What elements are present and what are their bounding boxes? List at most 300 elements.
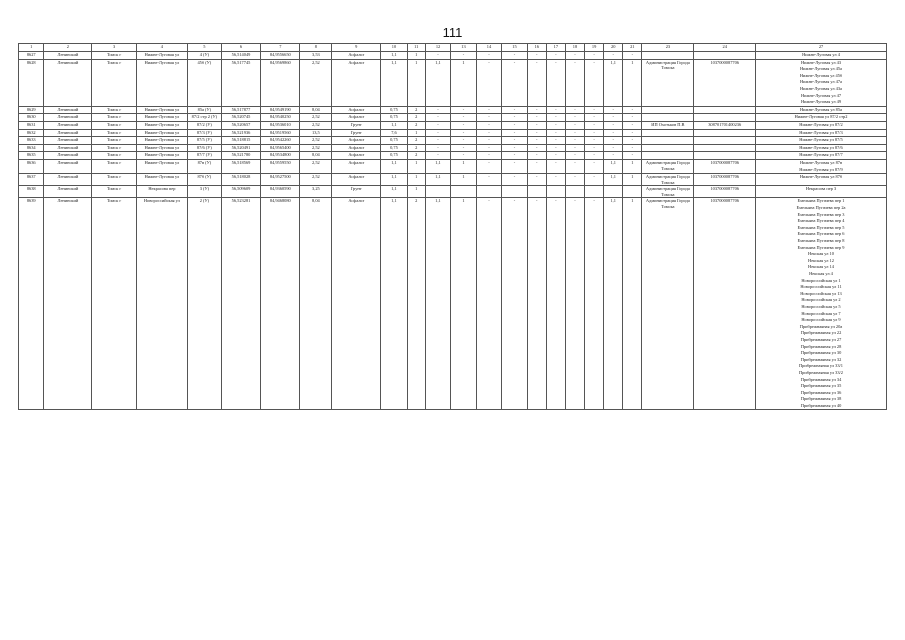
address-line: Нижне-Луговая ул 85а xyxy=(800,106,842,112)
cell-c10: 1,1 xyxy=(381,186,408,198)
cell-c1: 8627 xyxy=(19,52,44,60)
address-line: Емельяна Пугачева пер 9 xyxy=(797,244,845,250)
address-line: Новороссийская ул 7 xyxy=(801,310,841,316)
address-line: Прибрежнаяная ул 34 xyxy=(800,376,842,382)
table-row xyxy=(19,198,887,410)
cell-c18: - xyxy=(565,198,584,410)
cell-c10: 0,75 xyxy=(381,152,408,160)
cell-c14: - xyxy=(476,198,501,410)
address-line: Некская ул 4 xyxy=(809,271,833,276)
address-line: Некская ул 12 xyxy=(808,257,834,263)
cell-c19: - xyxy=(585,121,604,129)
cell-c4: Нижне-Луговая ул xyxy=(136,159,187,173)
cell-c8: 2,52 xyxy=(300,144,332,152)
address-line: Нижне-Луговая ул 45б xyxy=(799,72,843,78)
cell-c1: 8636 xyxy=(19,159,44,173)
cell-c9: Асфальт xyxy=(332,106,381,114)
cell-c5: 4 (У) xyxy=(187,52,221,60)
address-line: Новороссийская ул 13 xyxy=(800,290,842,296)
cell-c12: 1,1 xyxy=(425,59,450,106)
cell-c21: - xyxy=(623,121,642,129)
cell-c7: 84,9542260 xyxy=(261,137,300,145)
cell-c4: Нижне-Луговая ул xyxy=(136,121,187,129)
cell-c19: - xyxy=(585,159,604,173)
address-line: Некская ул 10 xyxy=(808,251,834,257)
cell-c10: 7,6 xyxy=(381,129,408,137)
cell-c23 xyxy=(694,106,756,114)
column-header: 12 xyxy=(425,44,450,52)
column-header: 19 xyxy=(585,44,604,52)
cell-c9: Асфальт xyxy=(332,159,381,173)
cell-c4: Нижне-Луговая ул xyxy=(136,129,187,137)
cell-c10: 1,1 xyxy=(381,59,408,106)
cell-c17 xyxy=(546,186,565,198)
cell-c2: Ленинский xyxy=(44,137,92,145)
cell-c17: - xyxy=(546,129,565,137)
cell-c2: Ленинский xyxy=(44,106,92,114)
cell-c4: Нижне-Луговая ул xyxy=(136,174,187,186)
cell-c3: Томск г xyxy=(92,152,137,160)
cell-c19: - xyxy=(585,59,604,106)
cell-c16: - xyxy=(527,59,546,106)
cell-c5: 2 (У) xyxy=(187,198,221,410)
cell-c22 xyxy=(642,144,694,152)
address-line: Прибрежнаяная ул 22 xyxy=(800,330,842,336)
cell-c13: - xyxy=(451,114,476,122)
cell-c11: 2 xyxy=(407,152,425,160)
cell-c16 xyxy=(527,186,546,198)
cell-c8: 3,25 xyxy=(300,186,332,198)
cell-c10: 0,75 xyxy=(381,137,408,145)
table-row xyxy=(19,186,887,198)
address-line: Нижне-Луговая ул 47 xyxy=(800,92,842,98)
address-line: Нижне-Луговая ул 87/2 стр2 xyxy=(794,114,848,120)
column-header: 1 xyxy=(19,44,44,52)
cell-c4: Некрасова пер xyxy=(136,186,187,198)
cell-c6: 56,520745 xyxy=(221,114,260,122)
cell-c23 xyxy=(694,114,756,122)
cell-c4: Новороссийская ул xyxy=(136,198,187,410)
cell-addresses xyxy=(756,137,887,145)
address-line: Нижне-Луговая ул 87/2 xyxy=(799,121,843,127)
cell-c23 xyxy=(694,52,756,60)
cell-c14: - xyxy=(476,129,501,137)
cell-c9: Асфальт xyxy=(332,152,381,160)
cell-c22 xyxy=(642,52,694,60)
cell-c11: 1 xyxy=(407,52,425,60)
cell-c11: 2 xyxy=(407,106,425,114)
cell-c10: 0,75 xyxy=(381,114,408,122)
address-line: Прибрежнаяная ул 32 xyxy=(800,356,842,362)
cell-c6: 56,520491 xyxy=(221,144,260,152)
cell-c8: 13,5 xyxy=(300,129,332,137)
cell-c3: Томск г xyxy=(92,59,137,106)
address-line: Нижне-Луговая ул 87/6 xyxy=(799,144,843,150)
cell-addresses xyxy=(756,59,887,106)
cell-c11: 2 xyxy=(407,144,425,152)
cell-c15: - xyxy=(502,174,527,186)
cell-c19: - xyxy=(585,174,604,186)
cell-c9: Грунт xyxy=(332,129,381,137)
cell-c9: Асфальт xyxy=(332,174,381,186)
cell-c11: 2 xyxy=(407,121,425,129)
cell-c7: 84,9540250 xyxy=(261,114,300,122)
cell-c14: - xyxy=(476,144,501,152)
table-row xyxy=(19,129,887,137)
cell-c23 xyxy=(694,144,756,152)
column-header: 5 xyxy=(187,44,221,52)
cell-c11: 2 xyxy=(407,198,425,410)
cell-c8: 3,53 xyxy=(300,52,332,60)
cell-c6: 56,509609 xyxy=(221,186,260,198)
table-row xyxy=(19,174,887,186)
cell-c11: 1 xyxy=(407,174,425,186)
table-row xyxy=(19,106,887,114)
cell-c15: - xyxy=(502,198,527,410)
cell-c18: - xyxy=(565,121,584,129)
cell-c4: Нижне-Луговая ул xyxy=(136,52,187,60)
cell-c4: Нижне-Луговая ул xyxy=(136,152,187,160)
cell-c20: 1,1 xyxy=(604,198,623,410)
cell-c12: 1,1 xyxy=(425,159,450,173)
cell-c14: - xyxy=(476,52,501,60)
cell-addresses xyxy=(756,152,887,160)
address-line: Нижне-Луговая ул 49 xyxy=(800,99,842,105)
cell-addresses xyxy=(756,114,887,122)
cell-c7: 84,9556650 xyxy=(261,52,300,60)
cell-c21: 1 xyxy=(623,198,642,410)
cell-addresses xyxy=(756,106,887,114)
cell-c22: Администрация Города Томска xyxy=(642,186,694,198)
cell-c18: - xyxy=(565,152,584,160)
column-header: 7 xyxy=(261,44,300,52)
cell-c13: - xyxy=(451,106,476,114)
cell-c17: - xyxy=(546,137,565,145)
cell-c14: - xyxy=(476,59,501,106)
cell-c10: 0,75 xyxy=(381,144,408,152)
cell-c16: - xyxy=(527,137,546,145)
cell-c3: Томск г xyxy=(92,186,137,198)
cell-c1: 8632 xyxy=(19,129,44,137)
cell-c9: Грунт xyxy=(332,186,381,198)
cell-c23: 1037000087706 xyxy=(694,198,756,410)
cell-c7: 84,9527500 xyxy=(261,174,300,186)
cell-c23 xyxy=(694,129,756,137)
cell-c1: 8638 xyxy=(19,186,44,198)
cell-c20: - xyxy=(604,152,623,160)
cell-c5: 87/2 стр 2 (У) xyxy=(187,114,221,122)
cell-c9: Асфальт xyxy=(332,59,381,106)
cell-c1: 8628 xyxy=(19,59,44,106)
cell-c17: - xyxy=(546,52,565,60)
column-header: 15 xyxy=(502,44,527,52)
cell-c7: 84,9519560 xyxy=(261,129,300,137)
cell-c21: 1 xyxy=(623,59,642,106)
cell-c3: Томск г xyxy=(92,106,137,114)
cell-c16: - xyxy=(527,106,546,114)
table-row xyxy=(19,144,887,152)
cell-c23: 1037000087706 xyxy=(694,59,756,106)
cell-c16: - xyxy=(527,52,546,60)
cell-c22 xyxy=(642,152,694,160)
cell-c11: 2 xyxy=(407,114,425,122)
cell-c6: 56,521936 xyxy=(221,129,260,137)
cell-c10: 1,1 xyxy=(381,52,408,60)
cell-c14: - xyxy=(476,121,501,129)
cell-c8: 2,52 xyxy=(300,59,332,106)
cell-addresses xyxy=(756,129,887,137)
cell-c4: Нижне-Луговая ул xyxy=(136,106,187,114)
cell-c21: - xyxy=(623,144,642,152)
address-line: Нижне-Луговая ул 4 xyxy=(802,52,840,57)
cell-c13: 1 xyxy=(451,198,476,410)
cell-c12: - xyxy=(425,137,450,145)
cell-c5: 87/6 (У) xyxy=(187,144,221,152)
cell-addresses xyxy=(756,198,887,410)
address-line: Нижне-Луговая ул 43а xyxy=(800,85,842,91)
cell-c23 xyxy=(694,137,756,145)
cell-c15: - xyxy=(502,129,527,137)
cell-c11: 1 xyxy=(407,186,425,198)
cell-c5: 3 (У) xyxy=(187,186,221,198)
cell-c20: 1,1 xyxy=(604,174,623,186)
cell-c21: - xyxy=(623,129,642,137)
cell-c7: 84,9559550 xyxy=(261,159,300,173)
cell-c7: 84,9468080 xyxy=(261,198,300,410)
cell-addresses xyxy=(756,174,887,186)
cell-c2: Ленинский xyxy=(44,186,92,198)
column-header: 17 xyxy=(546,44,565,52)
column-header: 8 xyxy=(300,44,332,52)
address-line: Нижне-Луговая ул 87б xyxy=(799,174,843,180)
cell-c13: - xyxy=(451,52,476,60)
cell-c12: 1,1 xyxy=(425,198,450,410)
cell-c12: - xyxy=(425,106,450,114)
cell-c23 xyxy=(694,152,756,160)
cell-c13: - xyxy=(451,129,476,137)
cell-c5: 87/5 (У) xyxy=(187,137,221,145)
cell-c22 xyxy=(642,137,694,145)
cell-c4: Нижне-Луговая ул xyxy=(136,144,187,152)
cell-c11: 2 xyxy=(407,137,425,145)
cell-c18: - xyxy=(565,114,584,122)
cell-c8: 2,52 xyxy=(300,159,332,173)
address-line: Прибрежнаяная ул 28 xyxy=(800,343,842,349)
table-row xyxy=(19,52,887,60)
cell-c4: Нижне-Луговая ул xyxy=(136,114,187,122)
cell-c13: 1 xyxy=(451,174,476,186)
cell-c9: Асфальт xyxy=(332,198,381,410)
cell-c3: Томск г xyxy=(92,114,137,122)
cell-c20: 1,1 xyxy=(604,59,623,106)
cell-c7: 84,9565400 xyxy=(261,144,300,152)
cell-c13 xyxy=(451,186,476,198)
cell-c1: 8639 xyxy=(19,198,44,410)
cell-c9: Асфальт xyxy=(332,114,381,122)
cell-c17: - xyxy=(546,59,565,106)
cell-c12: - xyxy=(425,121,450,129)
cell-c9: Грунт xyxy=(332,121,381,129)
cell-c5: 87/7 (У) xyxy=(187,152,221,160)
cell-c16: - xyxy=(527,114,546,122)
column-header: 11 xyxy=(407,44,425,52)
address-line: Прибрежнаяная ул 36 xyxy=(800,389,842,395)
cell-c5: 85а (У) xyxy=(187,106,221,114)
cell-c2: Ленинский xyxy=(44,114,92,122)
cell-c19: - xyxy=(585,137,604,145)
cell-c19: - xyxy=(585,152,604,160)
cell-c17: - xyxy=(546,152,565,160)
cell-c14: - xyxy=(476,174,501,186)
cell-c3: Томск г xyxy=(92,174,137,186)
cell-c19: - xyxy=(585,114,604,122)
address-line: Прибрежнаяная ул 33/1 xyxy=(799,363,843,369)
column-header: 21 xyxy=(623,44,642,52)
address-line: Нижне-Луговая ул 87/3 xyxy=(799,129,843,135)
cell-c8: 8,04 xyxy=(300,106,332,114)
column-header: 20 xyxy=(604,44,623,52)
cell-c11: 1 xyxy=(407,129,425,137)
cell-c13: - xyxy=(451,137,476,145)
cell-c22: Администрация Города Томска xyxy=(642,198,694,410)
cell-c20: - xyxy=(604,144,623,152)
cell-c2: Ленинский xyxy=(44,59,92,106)
cell-c16: - xyxy=(527,198,546,410)
cell-c7: 84,9536010 xyxy=(261,121,300,129)
column-header: 24 xyxy=(694,44,756,52)
address-line: Некская ул 14 xyxy=(808,264,834,270)
cell-c6: 56,514049 xyxy=(221,52,260,60)
cell-c6: 56,523281 xyxy=(221,198,260,410)
table-row xyxy=(19,137,887,145)
cell-c14: - xyxy=(476,152,501,160)
cell-c11: 1 xyxy=(407,159,425,173)
cell-addresses xyxy=(756,144,887,152)
address-line: Емельяна Пугачева пер 2а xyxy=(796,205,846,211)
cell-c19 xyxy=(585,186,604,198)
cell-c3: Томск г xyxy=(92,129,137,137)
address-line: Прибрежнаяная ул 40 xyxy=(800,402,842,408)
cell-c3: Томск г xyxy=(92,144,137,152)
cell-c1: 8629 xyxy=(19,106,44,114)
cell-c16: - xyxy=(527,144,546,152)
table-row xyxy=(19,59,887,106)
cell-c9: Асфальт xyxy=(332,144,381,152)
cell-c15: - xyxy=(502,159,527,173)
cell-c20: - xyxy=(604,52,623,60)
cell-c8: 2,52 xyxy=(300,114,332,122)
cell-c1: 8634 xyxy=(19,144,44,152)
cell-c17: - xyxy=(546,106,565,114)
cell-c2: Ленинский xyxy=(44,198,92,410)
cell-c1: 8635 xyxy=(19,152,44,160)
address-line: Емельяна Пугачева пер 5 xyxy=(797,224,845,230)
cell-c14: - xyxy=(476,159,501,173)
cell-c22 xyxy=(642,129,694,137)
address-line: Нижне-Луговая ул 87/7 xyxy=(799,152,843,158)
cell-c8: 8,04 xyxy=(300,198,332,410)
cell-c14: - xyxy=(476,106,501,114)
cell-c5: 45б (У) xyxy=(187,59,221,106)
address-line: Некрасова пер 3 xyxy=(805,186,837,192)
cell-c16: - xyxy=(527,159,546,173)
address-line: Прибрежнаяная ул 35 xyxy=(800,383,842,389)
address-line: Прибрежнаяная ул 33/2 xyxy=(799,369,843,375)
cell-addresses xyxy=(756,159,887,173)
address-line: Новороссийская ул 11 xyxy=(800,284,842,290)
cell-c20: - xyxy=(604,121,623,129)
cell-c1: 8631 xyxy=(19,121,44,129)
cell-c6: 56,520657 xyxy=(221,121,260,129)
cell-c21: - xyxy=(623,137,642,145)
address-line: Нижне-Луговая ул 87в xyxy=(799,159,843,165)
cell-c19: - xyxy=(585,52,604,60)
cell-c15: - xyxy=(502,121,527,129)
column-header: 16 xyxy=(527,44,546,52)
cell-c13: 1 xyxy=(451,159,476,173)
cell-c3: Томск г xyxy=(92,159,137,173)
cell-c21: 1 xyxy=(623,159,642,173)
cell-c20: 1,1 xyxy=(604,159,623,173)
cell-c17: - xyxy=(546,198,565,410)
cell-c23: 308701701400236 xyxy=(694,121,756,129)
cell-c16: - xyxy=(527,129,546,137)
table-row xyxy=(19,114,887,122)
cell-c14 xyxy=(476,186,501,198)
cell-c12: - xyxy=(425,52,450,60)
cell-c3: Томск г xyxy=(92,121,137,129)
cell-c8: 8,04 xyxy=(300,152,332,160)
cell-c17: - xyxy=(546,159,565,173)
cell-c18: - xyxy=(565,59,584,106)
cell-c16: - xyxy=(527,152,546,160)
cell-c12: - xyxy=(425,129,450,137)
cell-c6: 56,517745 xyxy=(221,59,260,106)
cell-c1: 8637 xyxy=(19,174,44,186)
cell-c15: - xyxy=(502,114,527,122)
cell-c8: 2,52 xyxy=(300,174,332,186)
cell-c11: 1 xyxy=(407,59,425,106)
cell-c17: - xyxy=(546,114,565,122)
address-line: Емельяна Пугачева пер 8 xyxy=(797,238,845,244)
cell-addresses xyxy=(756,186,887,198)
cell-c18: - xyxy=(565,52,584,60)
cell-c2: Ленинский xyxy=(44,174,92,186)
address-line: Прибрежнаяная ул 27 xyxy=(800,336,842,342)
cell-c21: 1 xyxy=(623,174,642,186)
cell-c12: - xyxy=(425,144,450,152)
cell-c13: - xyxy=(451,121,476,129)
table-row xyxy=(19,159,887,173)
cell-c23: 1037000087706 xyxy=(694,159,756,173)
cell-c2: Ленинский xyxy=(44,159,92,173)
cell-c23: 1037000087706 xyxy=(694,174,756,186)
cell-c2: Ленинский xyxy=(44,152,92,160)
cell-c15: - xyxy=(502,144,527,152)
cell-c1: 8630 xyxy=(19,114,44,122)
column-header: 3 xyxy=(92,44,137,52)
table-row xyxy=(19,121,887,129)
cell-c7: 84,9534800 xyxy=(261,152,300,160)
address-line: Нижне-Луговая ул 45а xyxy=(800,66,842,72)
cell-c22: Администрация Города Томска xyxy=(642,159,694,173)
cell-c6: 56,517877 xyxy=(221,106,260,114)
cell-c19: - xyxy=(585,144,604,152)
table-body xyxy=(19,52,887,410)
cell-c20: - xyxy=(604,137,623,145)
cell-c5: 87в (У) xyxy=(187,159,221,173)
cell-c7: 84,9360590 xyxy=(261,186,300,198)
